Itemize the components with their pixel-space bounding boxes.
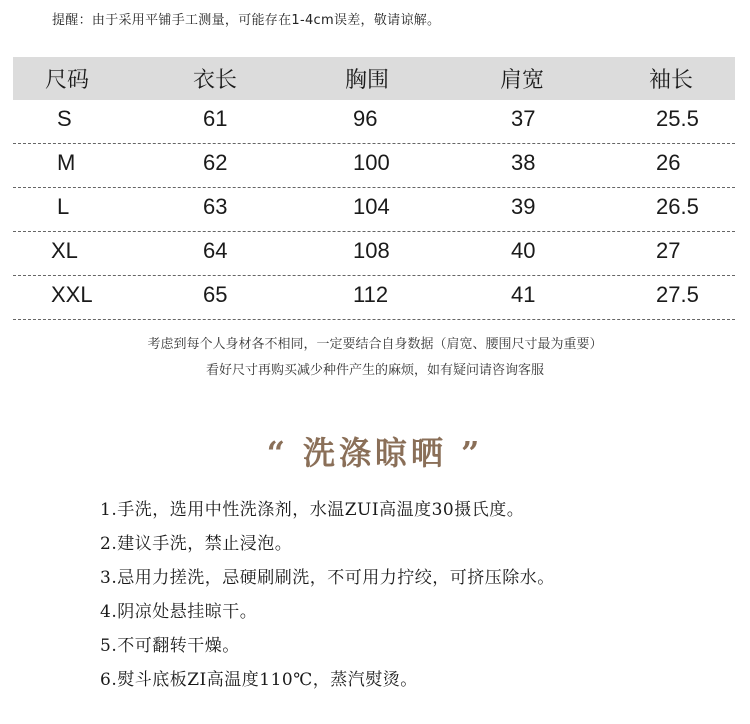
cell-shoulder: 38	[511, 150, 536, 175]
table-row	[13, 232, 735, 276]
table-row	[13, 100, 735, 144]
header-length: 衣长	[193, 68, 238, 93]
cell-sleeve: 27.5	[656, 282, 699, 307]
cell-chest: 100	[353, 150, 390, 175]
cell-shoulder: 41	[511, 282, 536, 307]
cell-shoulder: 40	[511, 238, 536, 263]
cell-sleeve: 26	[656, 150, 681, 175]
open-quote: “	[266, 434, 289, 472]
cell-size: M	[57, 150, 76, 175]
cell-length: 62	[203, 150, 228, 175]
cell-sleeve: 26.5	[656, 194, 699, 219]
list-item: 2.建议手洗，禁止浸泡。	[100, 534, 293, 554]
list-item: 5.不可翻转干燥。	[100, 636, 240, 656]
list-item: 6.熨斗底板ZI高温度110℃，蒸汽熨烫。	[100, 670, 418, 690]
cell-chest: 96	[353, 106, 378, 131]
cell-chest: 104	[353, 194, 390, 219]
cell-sleeve: 27	[656, 238, 681, 263]
cell-size: XXL	[51, 282, 93, 307]
cell-length: 63	[203, 194, 228, 219]
fit-note-line-1: 考虑到每个人身材各不相同，一定要结合自身数据（肩宽、腰围尺寸最为重要）	[147, 337, 603, 352]
measurement-notice: 提醒：由于采用平铺手工测量，可能存在1-4cm误差，敬请谅解。	[52, 13, 441, 28]
header-chest: 胸围	[345, 68, 390, 93]
size-table-header	[13, 57, 735, 100]
care-title-text: 洗涤晾晒	[302, 434, 447, 472]
size-table	[13, 57, 735, 320]
cell-length: 64	[203, 238, 228, 263]
header-shoulder: 肩宽	[500, 68, 545, 93]
cell-chest: 108	[353, 238, 390, 263]
cell-chest: 112	[353, 282, 389, 307]
list-item: 1.手洗，选用中性洗涤剂，水温ZUI高温度30摄氏度。	[100, 500, 525, 520]
care-instructions-list	[100, 493, 555, 697]
list-item: 4.阴凉处悬挂晾干。	[100, 602, 258, 622]
fit-note-line-2: 看好尺寸再购买减少种件产生的麻烦，如有疑问请咨询客服	[205, 363, 544, 378]
cell-length: 61	[203, 106, 228, 131]
list-item: 3.忌用力搓洗，忌硬刷刷洗，不可用力拧绞，可挤压除水。	[100, 568, 555, 588]
cell-shoulder: 39	[511, 194, 536, 219]
cell-shoulder: 37	[511, 106, 536, 131]
header-size: 尺码	[45, 68, 90, 93]
table-row	[13, 276, 735, 320]
cell-size: L	[57, 194, 70, 219]
cell-size: XL	[51, 238, 78, 263]
cell-size: S	[57, 106, 72, 131]
close-quote: ”	[461, 434, 484, 472]
table-row	[13, 188, 735, 232]
cell-length: 65	[203, 282, 228, 307]
care-section-title	[0, 428, 750, 474]
cell-sleeve: 25.5	[656, 106, 699, 131]
header-sleeve: 袖长	[649, 68, 694, 93]
table-row	[13, 144, 735, 188]
